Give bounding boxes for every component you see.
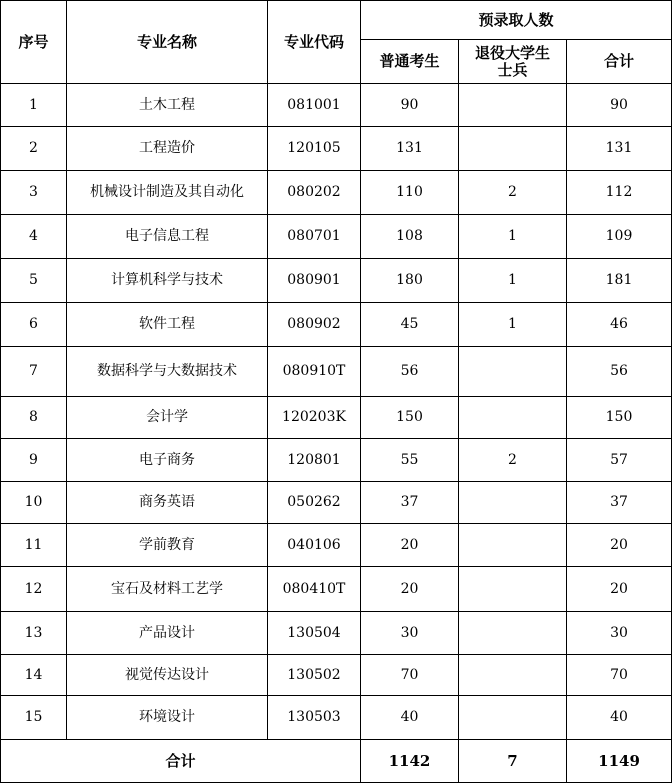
cell-index: 6 bbox=[1, 303, 67, 347]
cell-index: 15 bbox=[1, 696, 67, 740]
cell-index: 14 bbox=[1, 655, 67, 696]
cell-major-code: 080902 bbox=[268, 303, 361, 347]
cell-index: 10 bbox=[1, 482, 67, 524]
cell-total: 57 bbox=[567, 439, 672, 482]
cell-index: 12 bbox=[1, 567, 67, 612]
cell-total: 70 bbox=[567, 655, 672, 696]
cell-veterans bbox=[459, 524, 567, 567]
cell-veterans bbox=[459, 612, 567, 655]
cell-veterans bbox=[459, 347, 567, 397]
table-row bbox=[1, 347, 672, 397]
cell-major-code: 081001 bbox=[268, 84, 361, 127]
cell-total: 112 bbox=[567, 171, 672, 215]
table-row bbox=[1, 524, 672, 567]
table-row bbox=[1, 171, 672, 215]
cell-regular: 45 bbox=[361, 303, 459, 347]
cell-veterans bbox=[459, 397, 567, 439]
table-row bbox=[1, 612, 672, 655]
cell-total: 109 bbox=[567, 215, 672, 259]
cell-index: 11 bbox=[1, 524, 67, 567]
cell-major-name: 会计学 bbox=[67, 397, 268, 439]
header-regular: 普通考生 bbox=[361, 40, 459, 84]
cell-regular: 110 bbox=[361, 171, 459, 215]
cell-major-code: 080202 bbox=[268, 171, 361, 215]
cell-major-name: 学前教育 bbox=[67, 524, 268, 567]
cell-regular: 108 bbox=[361, 215, 459, 259]
cell-regular: 20 bbox=[361, 567, 459, 612]
cell-veterans bbox=[459, 482, 567, 524]
cell-total: 46 bbox=[567, 303, 672, 347]
cell-veterans bbox=[459, 567, 567, 612]
cell-regular: 55 bbox=[361, 439, 459, 482]
cell-total: 37 bbox=[567, 482, 672, 524]
cell-major-name: 软件工程 bbox=[67, 303, 268, 347]
header-subtotal: 合计 bbox=[567, 40, 672, 84]
cell-total: 30 bbox=[567, 612, 672, 655]
cell-major-code: 050262 bbox=[268, 482, 361, 524]
cell-veterans: 1 bbox=[459, 303, 567, 347]
table-row bbox=[1, 482, 672, 524]
cell-regular: 70 bbox=[361, 655, 459, 696]
cell-veterans: 1 bbox=[459, 215, 567, 259]
cell-major-name: 商务英语 bbox=[67, 482, 268, 524]
cell-veterans bbox=[459, 696, 567, 740]
cell-major-code: 120203K bbox=[268, 397, 361, 439]
totals-total: 1149 bbox=[567, 740, 672, 783]
cell-regular: 30 bbox=[361, 612, 459, 655]
cell-total: 56 bbox=[567, 347, 672, 397]
cell-index: 8 bbox=[1, 397, 67, 439]
cell-total: 20 bbox=[567, 524, 672, 567]
cell-veterans bbox=[459, 84, 567, 127]
table-row bbox=[1, 215, 672, 259]
cell-index: 3 bbox=[1, 171, 67, 215]
cell-major-name: 土木工程 bbox=[67, 84, 268, 127]
cell-index: 9 bbox=[1, 439, 67, 482]
cell-major-code: 120105 bbox=[268, 127, 361, 171]
cell-major-name: 宝石及材料工艺学 bbox=[67, 567, 268, 612]
table-row bbox=[1, 655, 672, 696]
cell-index: 4 bbox=[1, 215, 67, 259]
cell-total: 131 bbox=[567, 127, 672, 171]
table-row bbox=[1, 127, 672, 171]
cell-regular: 180 bbox=[361, 259, 459, 303]
cell-regular: 90 bbox=[361, 84, 459, 127]
cell-total: 20 bbox=[567, 567, 672, 612]
cell-major-code: 040106 bbox=[268, 524, 361, 567]
table-row bbox=[1, 439, 672, 482]
cell-veterans: 2 bbox=[459, 171, 567, 215]
cell-index: 7 bbox=[1, 347, 67, 397]
cell-major-code: 080901 bbox=[268, 259, 361, 303]
cell-major-name: 计算机科学与技术 bbox=[67, 259, 268, 303]
totals-regular: 1142 bbox=[361, 740, 459, 783]
cell-major-name: 电子商务 bbox=[67, 439, 268, 482]
cell-veterans bbox=[459, 127, 567, 171]
cell-total: 150 bbox=[567, 397, 672, 439]
header-planned-admissions: 预录取人数 bbox=[361, 1, 672, 40]
cell-index: 1 bbox=[1, 84, 67, 127]
cell-regular: 20 bbox=[361, 524, 459, 567]
cell-major-name: 数据科学与大数据技术 bbox=[67, 347, 268, 397]
cell-major-name: 视觉传达设计 bbox=[67, 655, 268, 696]
cell-regular: 40 bbox=[361, 696, 459, 740]
cell-regular: 37 bbox=[361, 482, 459, 524]
cell-total: 181 bbox=[567, 259, 672, 303]
cell-veterans: 2 bbox=[459, 439, 567, 482]
header-index: 序号 bbox=[1, 1, 67, 84]
cell-index: 5 bbox=[1, 259, 67, 303]
table-row bbox=[1, 303, 672, 347]
cell-major-name: 机械设计制造及其自动化 bbox=[67, 171, 268, 215]
cell-regular: 131 bbox=[361, 127, 459, 171]
cell-veterans: 1 bbox=[459, 259, 567, 303]
totals-label: 合计 bbox=[1, 740, 361, 783]
cell-major-code: 080701 bbox=[268, 215, 361, 259]
cell-regular: 56 bbox=[361, 347, 459, 397]
header-major-name: 专业名称 bbox=[67, 1, 268, 84]
totals-row bbox=[1, 740, 672, 783]
cell-major-code: 130502 bbox=[268, 655, 361, 696]
cell-regular: 150 bbox=[361, 397, 459, 439]
cell-major-name: 产品设计 bbox=[67, 612, 268, 655]
cell-veterans bbox=[459, 655, 567, 696]
table-row bbox=[1, 84, 672, 127]
header-major-code: 专业代码 bbox=[268, 1, 361, 84]
cell-major-name: 工程造价 bbox=[67, 127, 268, 171]
header-veterans: 退役大学生士兵 bbox=[459, 40, 567, 84]
cell-major-name: 电子信息工程 bbox=[67, 215, 268, 259]
cell-major-code: 130504 bbox=[268, 612, 361, 655]
cell-major-code: 120801 bbox=[268, 439, 361, 482]
table-row bbox=[1, 397, 672, 439]
cell-major-code: 130503 bbox=[268, 696, 361, 740]
cell-total: 40 bbox=[567, 696, 672, 740]
table-row bbox=[1, 567, 672, 612]
cell-index: 13 bbox=[1, 612, 67, 655]
cell-index: 2 bbox=[1, 127, 67, 171]
table-row bbox=[1, 696, 672, 740]
cell-major-code: 080910T bbox=[268, 347, 361, 397]
table-row bbox=[1, 259, 672, 303]
totals-veterans: 7 bbox=[459, 740, 567, 783]
cell-major-name: 环境设计 bbox=[67, 696, 268, 740]
cell-major-code: 080410T bbox=[268, 567, 361, 612]
cell-total: 90 bbox=[567, 84, 672, 127]
